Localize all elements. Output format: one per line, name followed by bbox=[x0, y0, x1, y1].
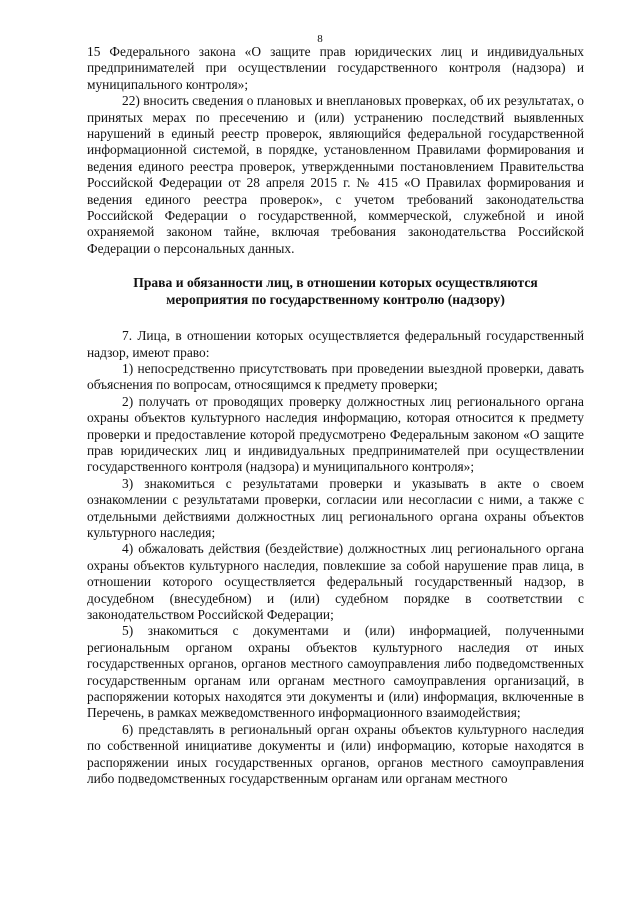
paragraph-right-2: 2) получать от проводящих проверку должностных лиц регионального органа охраны объектов культурного наследия информацию, которая относится к предмету проверки и предоставление которой предусмотрено Федеральным законом «О защите прав юридических лиц и индивидуальных предпринимателей при осуществлении государственного контроля (надзора) и муниципального контроля»; bbox=[87, 393, 584, 475]
section-heading bbox=[87, 275, 584, 308]
section-heading-line-2: мероприятия по государственному контролю (надзору) bbox=[166, 291, 505, 307]
paragraph-item-7: 7. Лица, в отношении которых осуществляется федеральный государственный надзор, имеют право: bbox=[87, 328, 584, 360]
section-heading-line-1: Права и обязанности лиц, в отношении которых осуществляются bbox=[133, 275, 538, 291]
paragraph-right-1: 1) непосредственно присутствовать при проведении выездной проверки, давать объяснения по вопросам, относящимся к предмету проверки; bbox=[87, 360, 584, 393]
paragraph-right-5: 5) знакомиться с документами и (или) информацией, полученными региональным органом охраны объектов культурного наследия от иных государственных органов, органов местного самоуправления либо подведомственных государственным органам или органам местного самоуправления организаций, в распоряжении которых находятся эти документы и (или) информация, включенные в Перечень, в рамках межведомственного информационного взаимодействия; bbox=[87, 623, 584, 721]
page-number: 8 bbox=[317, 33, 323, 45]
document-body bbox=[87, 44, 584, 787]
paragraph-item-22: 22) вносить сведения о плановых и внеплановых проверках, об их результатах, о принятых мерах по пресечению и (или) устранению последствий выявленных нарушений в единый реестр проверок, являющийся федеральной государственной информационной системой, в порядке, установленном Правилами формирования и ведения единого реестра проверок, утвержденными постановлением Правительства Российской Федерации от 28 апреля 2015 г. № 415 «О Правилах формирования и ведения единого реестра проверок», с учетом требований законодательства Российской Федерации о государственной, коммерческой, служебной и иной охраняемой законом тайне, включая требования законодательства Российской Федерации о персональных данных. bbox=[87, 93, 584, 256]
paragraph-right-4: 4) обжаловать действия (бездействие) должностных лиц регионального органа охраны объектов культурного наследия, повлекшие за собой нарушение прав лица, в отношении которого осуществляется федеральный государственный надзор, в досудебном (внесудебном) и (или) судебном порядке в соответствии с законодательством Российской Федерации; bbox=[87, 541, 584, 622]
paragraph-right-6: 6) представлять в региональный орган охраны объектов культурного наследия по собственной инициативе документы и (или) информацию, которые находятся в распоряжении иных государственных органов, органов местного самоуправления либо подведомственных государственным органам или органам местного bbox=[87, 721, 584, 787]
paragraph-right-3: 3) знакомиться с результатами проверки и указывать в акте о своем ознакомлении с результатами проверки, согласии или несогласии с ними, а также с отдельными действиями должностных лиц регионального органа охраны объектов культурного наследия; bbox=[87, 475, 584, 540]
paragraph-continuation: 15 Федерального закона «О защите прав юридических лиц и индивидуальных предпринимателей при осуществлении государственного контроля (надзора) и муниципального контроля»; bbox=[87, 44, 584, 92]
